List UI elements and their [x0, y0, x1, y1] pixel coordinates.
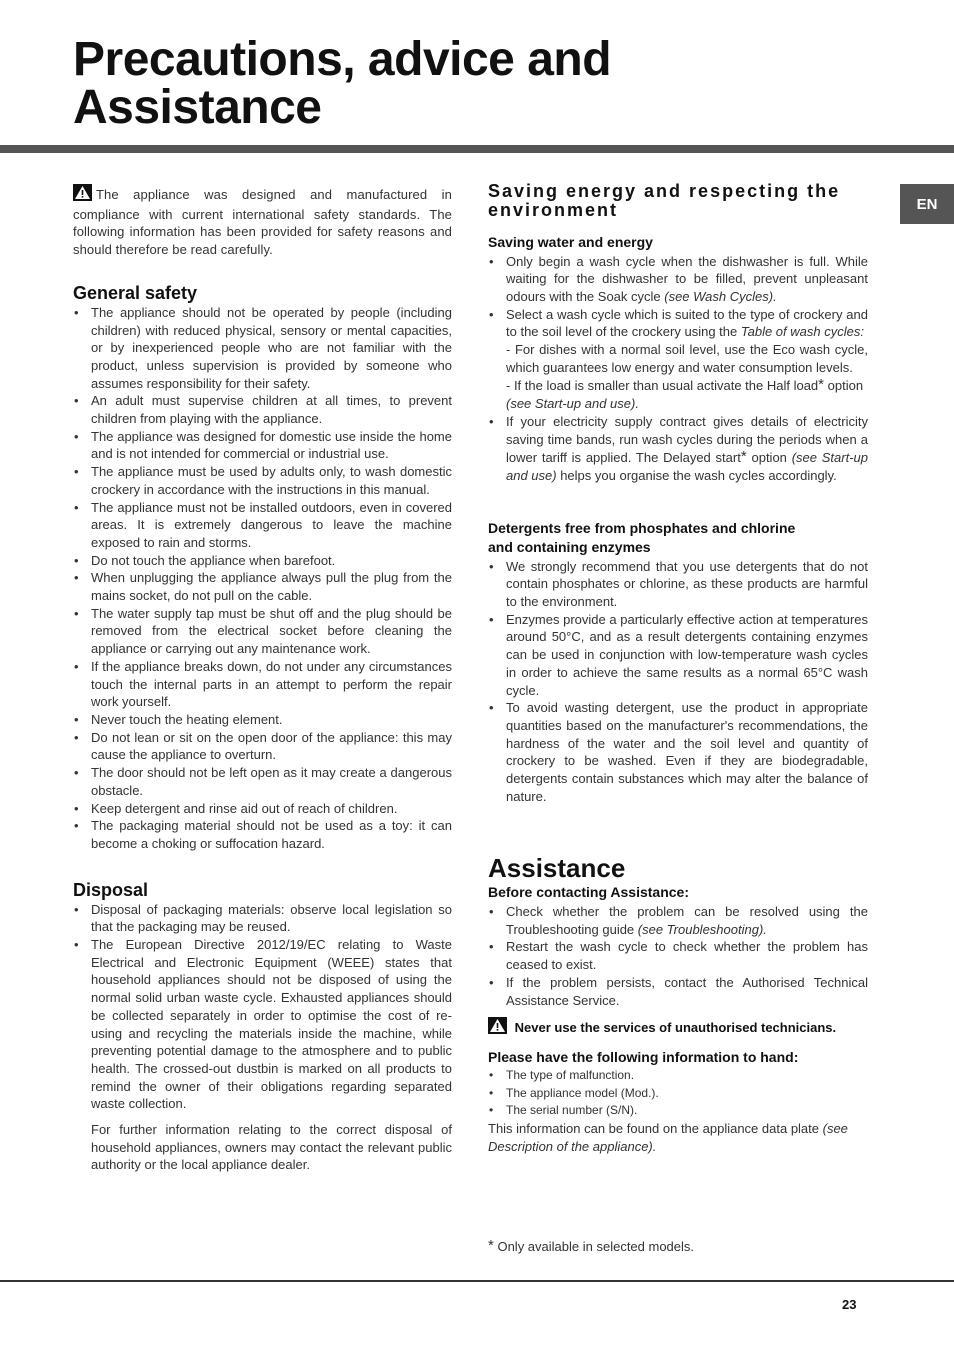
list-item [488, 253, 868, 306]
troubleshooting-reference: (see Troubleshooting). [637, 921, 767, 937]
right-column [488, 182, 868, 1155]
disposal-heading: Disposal [73, 879, 149, 900]
list-item: • The appliance must be used by adults only, to wash domestic crockery in accordance with the instructions in this manual. [73, 463, 452, 498]
list-item: • Never touch the heating element. [73, 711, 452, 729]
list-item: • The appliance must not be installed outdoors, even in covered areas. It is extremely dangerous to leave the machine exposed to rain and storms. [73, 499, 452, 552]
half-load-note [506, 376, 868, 412]
general-safety-heading: General safety [73, 282, 198, 303]
saving-heading: Saving energy and respecting the environment [488, 181, 841, 220]
footnote-star: * [488, 1237, 494, 1254]
list-item: • Keep detergent and rinse aid out of reach of children. [73, 800, 452, 818]
saving-water-heading: Saving water and energy [488, 234, 653, 250]
list-item: • Restart the wash cycle to check whether the problem has ceased to exist. [488, 938, 868, 973]
data-plate-note [488, 1120, 868, 1155]
warning-icon [488, 1017, 507, 1039]
wash-table-reference: Table of wash cycles: [740, 324, 864, 340]
list-item [488, 903, 868, 938]
data-plate-text: This information can be found on the appliance data plate [488, 1120, 823, 1136]
list-item: • The appliance model (Mod.). [488, 1085, 868, 1103]
list-item: • If the appliance breaks down, do not under any circumstances touch the internal parts in an attempt to perform the repair work yourself. [73, 658, 452, 711]
disposal-further-info: For further information relating to the correct disposal of household appliances, owners may contact the relevant public authority or the local appliance dealer. [91, 1122, 452, 1173]
general-safety-list [73, 304, 452, 853]
detergents-heading-line-1: Detergents free from phosphates and chlorine [488, 519, 796, 536]
list-item: • When unplugging the appliance always pull the plug from the mains socket, do not pull on the cable. [73, 569, 452, 604]
warning-icon [73, 184, 92, 206]
saving-item-2-text: Select a wash cycle which is suited to the type of crockery and to the soil level of the crockery using the [506, 306, 868, 340]
half-load-text: - If the load is smaller than usual activate the Half load [506, 378, 819, 394]
list-item: • If the problem persists, contact the Authorised Technical Assistance Service. [488, 974, 868, 1009]
information-list [488, 1067, 868, 1120]
list-item [488, 413, 868, 485]
list-item: • We strongly recommend that you use detergents that do not contain phosphates or chlorine, as these products are harmful to the environment. [488, 558, 868, 611]
page-title-line-2: Assistance [73, 81, 322, 134]
saving-item-3-end: helps you organise the wash cycles accordingly. [556, 467, 837, 483]
delayed-start-option-text: option [746, 450, 792, 466]
list-item: • The packaging material should not be used as a toy: it can become a choking or suffocation hazard. [73, 817, 452, 852]
description-reference: (see Description of the appliance). [488, 1120, 848, 1154]
start-up-reference: (see Start-up and use) [506, 450, 868, 483]
list-item: • Do not lean or sit on the open door of the appliance: this may cause the appliance to overturn. [73, 729, 452, 764]
intro-paragraph [73, 184, 452, 259]
footnote-star: * [818, 376, 825, 394]
list-item [488, 306, 868, 413]
wash-cycles-reference: (see Wash Cycles). [664, 288, 777, 304]
list-item: • The water supply tap must be shut off and the plug should be removed from the electrical socket before cleaning the appliance or carrying out any maintenance work. [73, 605, 452, 658]
eco-cycle-note: - For dishes with a normal soil level, use the Eco wash cycle, which guarantees low energy and water consumption levels. [506, 342, 868, 375]
list-item: • Do not touch the appliance when barefoot. [73, 552, 452, 570]
saving-item-1-text: Only begin a wash cycle when the dishwasher is full. While waiting for the dishwasher to be filled, prevent unpleasant odours with the Soak cycle [506, 253, 868, 304]
footnote-star: * [740, 448, 747, 466]
list-item: • An adult must supervise children at all times, to prevent children from playing with the appliance. [73, 392, 452, 427]
technician-warning [488, 1017, 868, 1039]
detergents-list [488, 558, 868, 806]
footnote-text: Only available in selected models. [497, 1239, 695, 1254]
footnote [488, 1237, 694, 1254]
title-divider [0, 145, 954, 153]
list-item: • To avoid wasting detergent, use the product in appropriate quantities based on the manufacturer's recommendations, the hardness of the water and the soil level and quantity of crockery to be washed. Even if they are biodegradable, detergents contain substances which may alter the balance of nature. [488, 699, 868, 805]
list-item: • The door should not be left open as it may create a dangerous obstacle. [73, 764, 452, 799]
list-item: • The appliance should not be operated by people (including children) with reduced physical, sensory or mental capacities, or by inexperienced people who are not familiar with the product, unless supervision is provided by someone who assumes responsibility for their safety. [73, 304, 452, 393]
list-item: • The European Directive 2012/19/EC relating to Waste Electrical and Electronic Equipment (WEEE) states that household appliances should not be disposed of using the normal solid urban waste cycle. Exhausted appliances should be collected separately in order to optimise the cost of re-using and recycling the materials inside the machine, while preventing potential damage to the atmosphere and to public health. The crossed-out dustbin is marked on all products to remind the owner of their obligations regarding separated waste collection. [73, 936, 452, 1113]
start-up-reference: (see Start-up and use). [506, 396, 639, 412]
technician-warning-text: Never use the services of unauthorised technicians. [514, 1020, 837, 1036]
page-title [73, 33, 612, 134]
bottom-divider [0, 1280, 954, 1282]
saving-list [488, 253, 868, 485]
before-contacting-heading: Before contacting Assistance: [488, 884, 689, 901]
list-item: • The serial number (S/N). [488, 1102, 868, 1120]
saving-item-3-text: If your electricity supply contract gives details of electricity saving time bands, run wash cycles during the periods when a lower tariff is applied. The Delayed start [506, 413, 868, 466]
assistance-list [488, 903, 868, 1009]
list-item: • The type of malfunction. [488, 1067, 868, 1085]
disposal-list [73, 901, 452, 1113]
page-title-line-1: Precautions, advice and [73, 33, 612, 86]
list-item: • Disposal of packaging materials: observe local legislation so that the packaging may be reused. [73, 901, 452, 936]
assistance-heading: Assistance [488, 853, 626, 884]
detergents-heading [488, 519, 868, 558]
detergents-heading-line-2: and containing enzymes [488, 539, 651, 556]
left-column [73, 184, 452, 1174]
information-heading: Please have the following information to hand: [488, 1048, 799, 1065]
list-item: • Enzymes provide a particularly effective action at temperatures around 50°C, and as a result detergents containing enzymes can be used in conjunction with low-temperature wash cycles in order to achieve the same results as a normal 65°C wash cycle. [488, 611, 868, 700]
list-item: • The appliance was designed for domestic use inside the home and is not intended for commercial or industrial use. [73, 428, 452, 463]
language-tab: EN [900, 184, 954, 224]
page-number: 23 [842, 1297, 857, 1312]
half-load-option-text: option [824, 378, 864, 394]
assistance-item-1-text: Check whether the problem can be resolved using the Troubleshooting guide [506, 903, 868, 937]
intro-text: The appliance was designed and manufactured in compliance with current international safety standards. The following information has been provided for safety reasons and should therefore be read carefully. [73, 187, 452, 258]
